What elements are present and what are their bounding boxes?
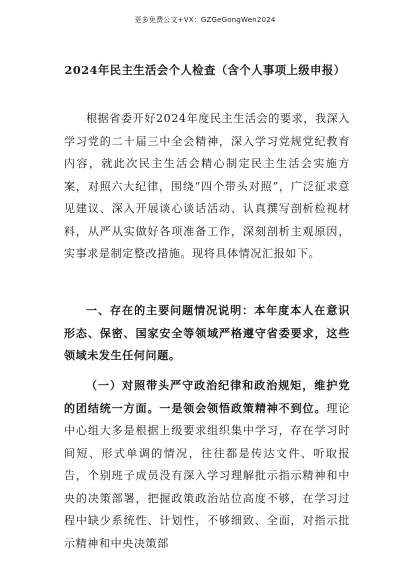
subsection-one-paragraph — [64, 375, 350, 555]
intro-paragraph: 根据省委开好2024年度民主生活会的要求，我深入学习党的二十届三中全会精神，深入学习党规党纪教育内容，就此次民主生活会精心制定民主生活会实施方案，对照六大纪律，围绕“四个带头对照”，广泛征求意见建议、深入开展谈心谈话活动、认真撰写剖析检视材料，从严从实做好各项准备工作，深刻剖析主观原因，实事求是制定整改措施。现将具体情况汇报如下。 — [64, 112, 350, 260]
subsection-one-heading: （一）对照带头严守政治纪律和政治规矩，维护党的团结统一方面。一是领会领悟政策精神不到位。 — [64, 379, 350, 415]
header-note: 更多免费公文+VX：GZGeGongWen2024 — [134, 16, 276, 24]
document-title: 2024年民主生活会个人检查（含个人事项上级申报） — [64, 63, 346, 77]
subsection-one-body: 理论中心组大多是根据上级要求组织集中学习，存在学习时间短、形式单调的情况，往往都是传达文件、听取报告，个别班子成员没有深入学习理解批示指示精神和中央的决策部署，把握政策政治站位高度不够，在学习过程中缺少系统性、计划性，不够细致、全面，对指示批示精神和中央决策部 — [64, 401, 350, 550]
section-one-paragraph: 一、存在的主要问题情况说明：本年度本人在意识形态、保密、国家安全等领域严格遵守省委要求，这些领域未发生任何问题。 — [64, 304, 350, 362]
